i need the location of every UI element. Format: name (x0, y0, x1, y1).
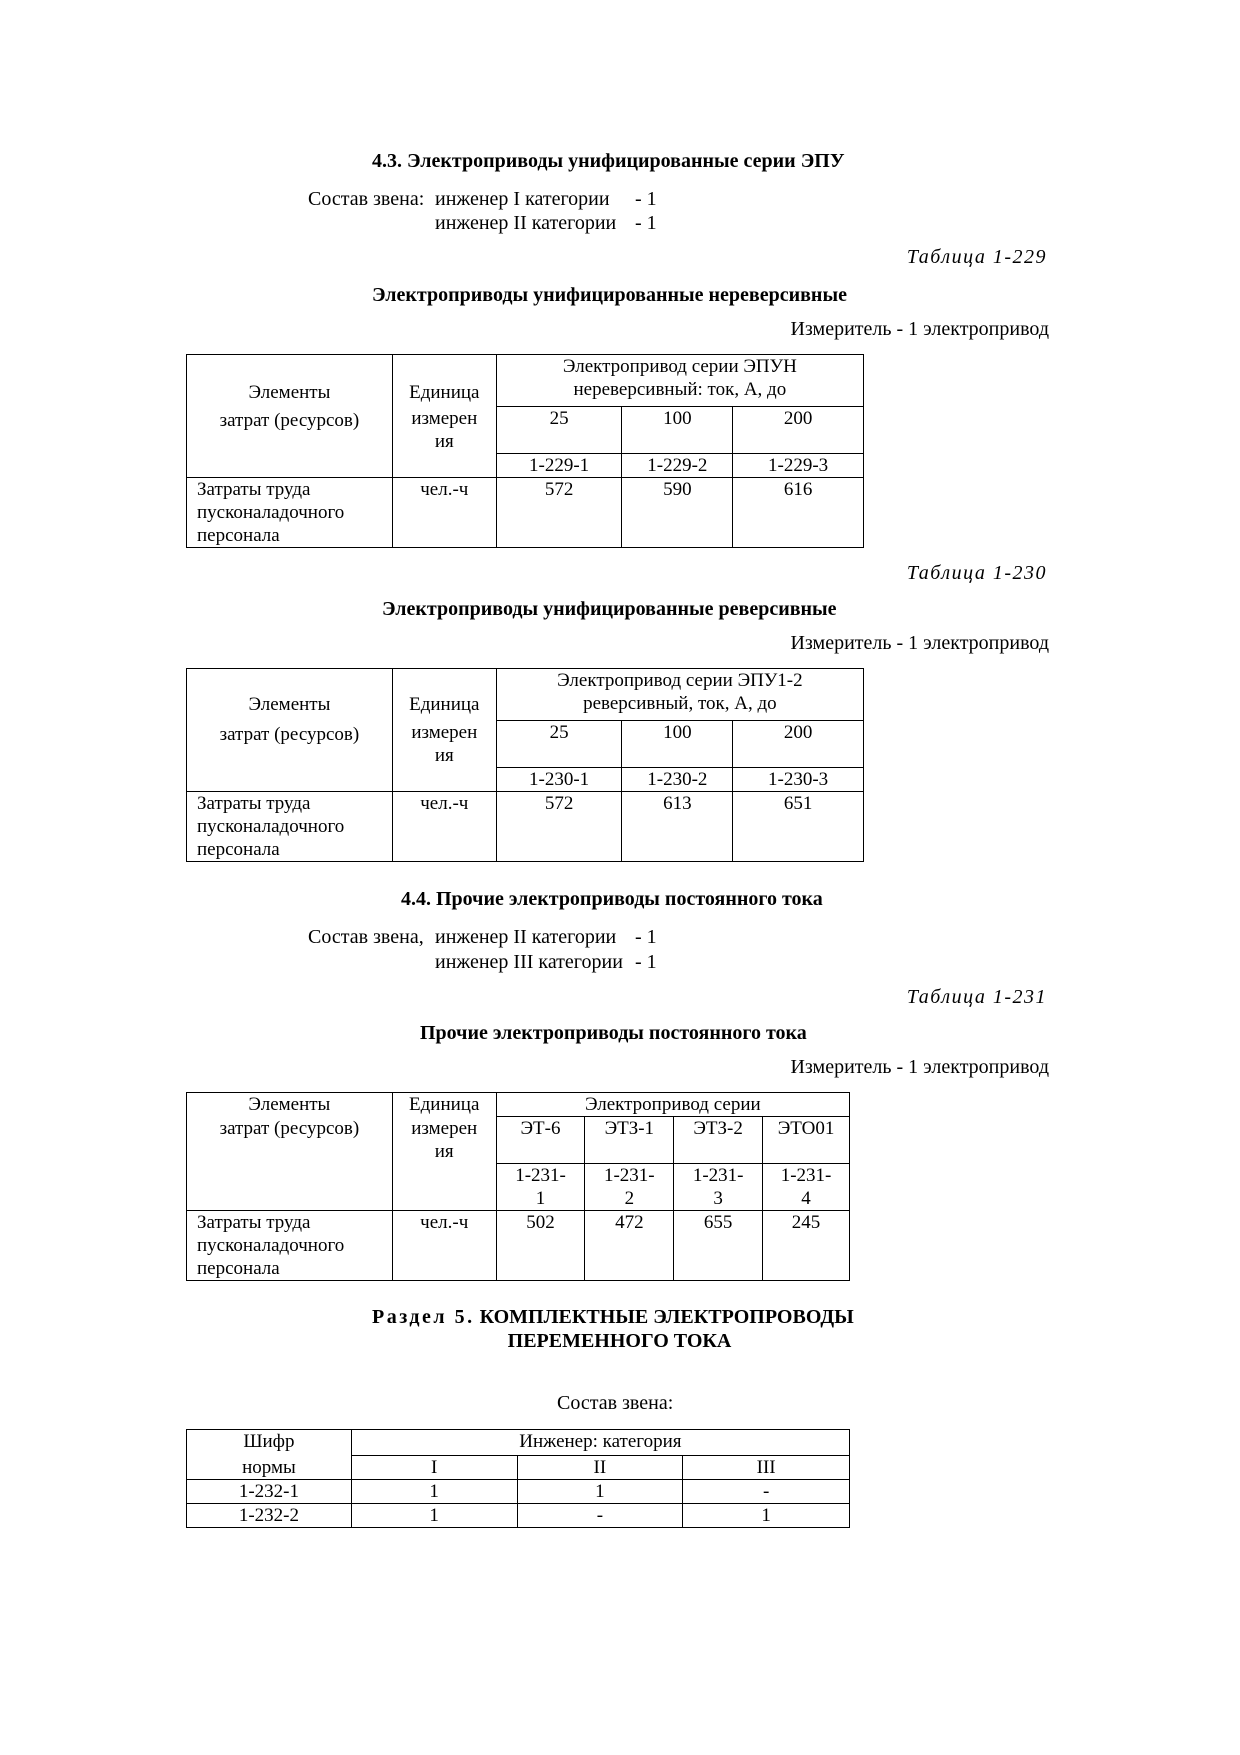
cell-value: 590 (622, 478, 733, 548)
subcol: III (683, 1456, 850, 1480)
subcol: 25 (496, 721, 622, 768)
table-label: Таблица 1-230 (906, 562, 1047, 584)
subcol: ЭТ-6 (496, 1117, 585, 1164)
crew-role: инженер III категории (435, 951, 623, 973)
crew-count: - 1 (635, 212, 657, 234)
subcol: ЭТЗ-2 (674, 1117, 763, 1164)
row-code: 1-232-2 (187, 1504, 352, 1528)
subcol: II (517, 1456, 683, 1480)
subcol: ЭТО01 (763, 1117, 850, 1164)
row-label: Затраты труда пусконаладочного персонала (187, 792, 393, 862)
cell-value: 572 (496, 792, 622, 862)
cell-value: 655 (674, 1211, 763, 1281)
code: 1-231- 2 (585, 1164, 674, 1211)
header-code: Шифр (187, 1430, 352, 1456)
subcol: 100 (622, 407, 733, 454)
subcol: I (351, 1456, 517, 1480)
section-heading: 4.3. Электроприводы унифицированные серии ЭПУ (372, 150, 845, 172)
crew-role: инженер I категории (435, 188, 610, 210)
header-group: Электропривод серии (496, 1093, 849, 1117)
code: 1-229-3 (733, 454, 864, 478)
header-elements-2: затрат (ресурсов) (187, 721, 393, 768)
header-code-2: нормы (187, 1456, 352, 1480)
subcol: 100 (622, 721, 733, 768)
crew-role: инженер II категории (435, 212, 617, 234)
table-meter: Измеритель - 1 электропривод (790, 1056, 1049, 1078)
crew-count: - 1 (635, 926, 657, 948)
table-title: Электроприводы унифицированные реверсивные (382, 598, 837, 620)
row-unit: чел.-ч (392, 1211, 496, 1281)
row-label: Затраты труда пусконаладочного персонала (187, 478, 393, 548)
table-row (187, 1480, 850, 1504)
row-unit: чел.-ч (392, 478, 496, 548)
table-1-229 (186, 354, 864, 548)
table-1-231 (186, 1092, 850, 1281)
cell-value: 245 (763, 1211, 850, 1281)
table-1-230 (186, 668, 864, 862)
header-unit-2: измерен ия (392, 721, 496, 768)
cell-value: 502 (496, 1211, 585, 1281)
subcol: 200 (733, 721, 864, 768)
table-row (187, 1504, 850, 1528)
crew-prefix: Состав звена: (308, 188, 425, 210)
header-unit-2: измерен ия (392, 1117, 496, 1164)
cell-value: - (517, 1504, 683, 1528)
code: 1-231- 1 (496, 1164, 585, 1211)
crew-role: инженер II категории (435, 926, 617, 948)
header-unit: Единица (392, 355, 496, 407)
header-unit-2: измерен ия (392, 407, 496, 454)
subcol: ЭТЗ-1 (585, 1117, 674, 1164)
row-code: 1-232-1 (187, 1480, 352, 1504)
header-elements-2: затрат (ресурсов) (187, 407, 393, 454)
code: 1-229-2 (622, 454, 733, 478)
section-heading: 4.4. Прочие электроприводы постоянного тока (401, 888, 823, 910)
header-unit: Единица (392, 1093, 496, 1117)
table-1-232 (186, 1429, 850, 1528)
table-title: Электроприводы унифицированные нереверсивные (372, 284, 847, 306)
subcol: 25 (496, 407, 622, 454)
crew-label: Состав звена: (557, 1392, 674, 1414)
table-title: Прочие электроприводы постоянного тока (420, 1022, 807, 1044)
code: 1-230-1 (496, 768, 622, 792)
header-group: Инженер: категория (351, 1430, 849, 1456)
header-elements: Элементы (187, 1093, 393, 1117)
header-group: Электропривод серии ЭПУН нереверсивный: ток, А, до (496, 355, 863, 407)
cell-value: 1 (517, 1480, 683, 1504)
crew-count: - 1 (635, 951, 657, 973)
header-group: Электропривод серии ЭПУ1-2 реверсивный, ток, А, до (496, 669, 863, 721)
section-heading-line-2: ПЕРЕМЕННОГО ТОКА (507, 1330, 732, 1352)
section-heading-line-1: КОМПЛЕКТНЫЕ ЭЛЕКТРОПРОВОДЫ (479, 1306, 854, 1328)
header-elements: Элементы (187, 355, 393, 407)
code: 1-231- 3 (674, 1164, 763, 1211)
header-elements: Элементы (187, 669, 393, 721)
table-label: Таблица 1-229 (906, 246, 1047, 268)
code: 1-230-3 (733, 768, 864, 792)
cell-value: 472 (585, 1211, 674, 1281)
cell-value: 651 (733, 792, 864, 862)
header-unit: Единица (392, 669, 496, 721)
row-label: Затраты труда пусконаладочного персонала (187, 1211, 393, 1281)
cell-value: 616 (733, 478, 864, 548)
cell-value: - (683, 1480, 850, 1504)
cell-value: 1 (683, 1504, 850, 1528)
subcol: 200 (733, 407, 864, 454)
section-heading (372, 1306, 854, 1329)
table-meter: Измеритель - 1 электропривод (790, 632, 1049, 654)
row-unit: чел.-ч (392, 792, 496, 862)
cell-value: 1 (351, 1480, 517, 1504)
code: 1-229-1 (496, 454, 622, 478)
code: 1-231- 4 (763, 1164, 850, 1211)
crew-prefix: Состав звена, (308, 926, 424, 948)
cell-value: 613 (622, 792, 733, 862)
table-label: Таблица 1-231 (906, 986, 1047, 1008)
code: 1-230-2 (622, 768, 733, 792)
header-elements-2: затрат (ресурсов) (187, 1117, 393, 1164)
cell-value: 1 (351, 1504, 517, 1528)
table-meter: Измеритель - 1 электропривод (790, 318, 1049, 340)
cell-value: 572 (496, 478, 622, 548)
section-prefix: Раздел 5. (372, 1306, 475, 1328)
crew-count: - 1 (635, 188, 657, 210)
